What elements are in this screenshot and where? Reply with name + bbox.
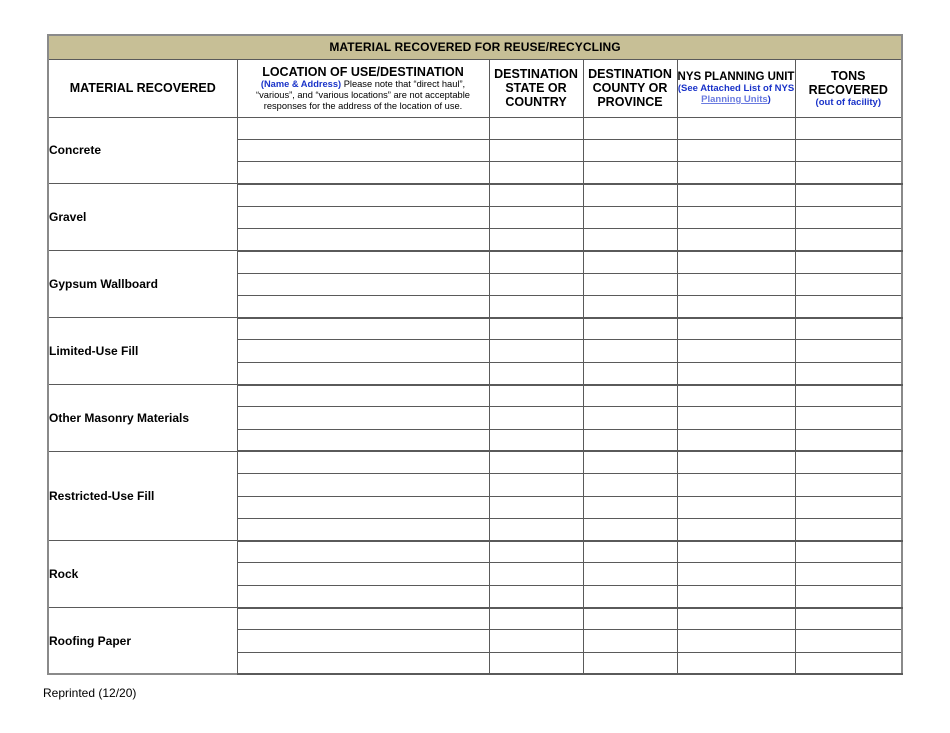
header-material-recovered: MATERIAL RECOVERED bbox=[48, 59, 237, 117]
entry-cell[interactable] bbox=[583, 139, 677, 161]
entry-cell[interactable] bbox=[583, 228, 677, 250]
entry-cell[interactable] bbox=[583, 273, 677, 295]
entry-cell[interactable] bbox=[489, 362, 583, 384]
entry-cell[interactable] bbox=[237, 496, 489, 518]
entry-cell[interactable] bbox=[677, 541, 795, 563]
header-tons-title: TONS RECOVERED bbox=[808, 68, 888, 97]
entry-cell[interactable] bbox=[489, 385, 583, 407]
entry-cell[interactable] bbox=[237, 385, 489, 407]
entry-cell[interactable] bbox=[489, 518, 583, 540]
entry-cell[interactable] bbox=[489, 541, 583, 563]
entry-cell[interactable] bbox=[583, 541, 677, 563]
entry-cell[interactable] bbox=[677, 407, 795, 429]
entry-cell[interactable] bbox=[237, 184, 489, 206]
entry-cell[interactable] bbox=[795, 407, 902, 429]
table-row bbox=[48, 541, 902, 563]
table-row bbox=[48, 184, 902, 206]
header-planning-sub bbox=[678, 83, 795, 105]
entry-cell[interactable] bbox=[677, 630, 795, 652]
entry-cell[interactable] bbox=[677, 608, 795, 630]
entry-cell[interactable] bbox=[677, 295, 795, 317]
planning-units-link[interactable]: Planning Units bbox=[701, 94, 768, 105]
entry-cell[interactable] bbox=[795, 563, 902, 585]
entry-cell[interactable] bbox=[583, 630, 677, 652]
entry-cell[interactable] bbox=[795, 608, 902, 630]
entry-cell[interactable] bbox=[237, 541, 489, 563]
entry-cell[interactable] bbox=[489, 117, 583, 139]
entry-cell[interactable] bbox=[677, 162, 795, 184]
entry-cell[interactable] bbox=[583, 652, 677, 674]
entry-cell[interactable] bbox=[795, 541, 902, 563]
entry-cell[interactable] bbox=[583, 385, 677, 407]
entry-cell[interactable] bbox=[237, 630, 489, 652]
material-label: Other Masonry Materials bbox=[48, 385, 237, 452]
table-row bbox=[48, 318, 902, 340]
entry-cell[interactable] bbox=[583, 518, 677, 540]
entry-cell[interactable] bbox=[677, 362, 795, 384]
material-label: Restricted-Use Fill bbox=[48, 451, 237, 540]
material-label: Roofing Paper bbox=[48, 608, 237, 675]
material-label: Concrete bbox=[48, 117, 237, 184]
entry-cell[interactable] bbox=[489, 585, 583, 607]
entry-cell[interactable] bbox=[583, 295, 677, 317]
entry-cell[interactable] bbox=[489, 184, 583, 206]
entry-cell[interactable] bbox=[237, 228, 489, 250]
entry-cell[interactable] bbox=[237, 451, 489, 473]
entry-cell[interactable] bbox=[795, 295, 902, 317]
entry-cell[interactable] bbox=[677, 496, 795, 518]
entry-cell[interactable] bbox=[677, 273, 795, 295]
table-row bbox=[48, 451, 902, 473]
entry-cell[interactable] bbox=[795, 228, 902, 250]
entry-cell[interactable] bbox=[237, 139, 489, 161]
planning-sub-suffix: ) bbox=[767, 94, 771, 105]
entry-cell[interactable] bbox=[489, 318, 583, 340]
entry-cell[interactable] bbox=[489, 608, 583, 630]
material-label: Limited-Use Fill bbox=[48, 318, 237, 385]
entry-cell[interactable] bbox=[237, 362, 489, 384]
entry-cell[interactable] bbox=[677, 563, 795, 585]
entry-cell[interactable] bbox=[489, 273, 583, 295]
entry-cell[interactable] bbox=[583, 117, 677, 139]
entry-cell[interactable] bbox=[677, 251, 795, 273]
entry-cell[interactable] bbox=[795, 139, 902, 161]
table-row bbox=[48, 251, 902, 273]
entry-cell[interactable] bbox=[677, 139, 795, 161]
entry-cell[interactable] bbox=[489, 407, 583, 429]
entry-cell[interactable] bbox=[489, 340, 583, 362]
entry-cell[interactable] bbox=[489, 652, 583, 674]
entry-cell[interactable] bbox=[677, 117, 795, 139]
entry-cell[interactable] bbox=[583, 496, 677, 518]
entry-cell[interactable] bbox=[583, 563, 677, 585]
entry-cell[interactable] bbox=[489, 474, 583, 496]
entry-cell[interactable] bbox=[237, 273, 489, 295]
entry-cell[interactable] bbox=[237, 340, 489, 362]
entry-cell[interactable] bbox=[237, 162, 489, 184]
entry-cell[interactable] bbox=[677, 518, 795, 540]
entry-cell[interactable] bbox=[237, 652, 489, 674]
header-location-title: LOCATION OF USE/DESTINATION bbox=[262, 64, 464, 79]
material-recovered-table bbox=[47, 34, 903, 675]
entry-cell[interactable] bbox=[489, 206, 583, 228]
header-location-note-emphasis: (Name & Address) bbox=[260, 78, 342, 89]
material-label: Rock bbox=[48, 541, 237, 608]
entry-cell[interactable] bbox=[583, 251, 677, 273]
entry-cell[interactable] bbox=[795, 318, 902, 340]
entry-cell[interactable] bbox=[583, 451, 677, 473]
entry-cell[interactable] bbox=[583, 474, 677, 496]
entry-cell[interactable] bbox=[677, 206, 795, 228]
entry-cell[interactable] bbox=[237, 563, 489, 585]
planning-sub-prefix: (See Attached List of NYS bbox=[677, 83, 795, 94]
entry-cell[interactable] bbox=[237, 206, 489, 228]
header-location-note-text: Please note that “direct haul”, “various”, and “various locations” are not acceptable responses for the address of the location of use. bbox=[256, 78, 470, 111]
entry-cell[interactable] bbox=[237, 608, 489, 630]
entry-cell[interactable] bbox=[795, 117, 902, 139]
entry-cell[interactable] bbox=[489, 162, 583, 184]
entry-cell[interactable] bbox=[795, 162, 902, 184]
entry-cell[interactable] bbox=[677, 340, 795, 362]
entry-cell[interactable] bbox=[583, 206, 677, 228]
entry-cell[interactable] bbox=[489, 429, 583, 451]
entry-cell[interactable] bbox=[795, 518, 902, 540]
entry-cell[interactable] bbox=[795, 362, 902, 384]
entry-cell[interactable] bbox=[795, 251, 902, 273]
entry-cell[interactable] bbox=[795, 184, 902, 206]
entry-cell[interactable] bbox=[489, 295, 583, 317]
header-tons-sub: (out of facility) bbox=[815, 96, 881, 108]
header-destination-state: DESTINATION STATE OR COUNTRY bbox=[489, 59, 583, 117]
entry-cell[interactable] bbox=[237, 117, 489, 139]
entry-cell[interactable] bbox=[677, 184, 795, 206]
entry-cell[interactable] bbox=[489, 563, 583, 585]
header-destination-county: DESTINATION COUNTY OR PROVINCE bbox=[583, 59, 677, 117]
entry-cell[interactable] bbox=[583, 429, 677, 451]
entry-cell[interactable] bbox=[489, 451, 583, 473]
entry-cell[interactable] bbox=[489, 251, 583, 273]
entry-cell[interactable] bbox=[237, 407, 489, 429]
entry-cell[interactable] bbox=[583, 407, 677, 429]
header-location-note bbox=[238, 79, 489, 112]
entry-cell[interactable] bbox=[237, 429, 489, 451]
entry-cell[interactable] bbox=[237, 318, 489, 340]
entry-cell[interactable] bbox=[795, 429, 902, 451]
material-label: Gravel bbox=[48, 184, 237, 251]
entry-cell[interactable] bbox=[583, 608, 677, 630]
entry-cell[interactable] bbox=[677, 585, 795, 607]
form-title: MATERIAL RECOVERED FOR REUSE/RECYCLING bbox=[48, 35, 902, 59]
entry-cell[interactable] bbox=[677, 385, 795, 407]
entry-cell[interactable] bbox=[237, 518, 489, 540]
entry-cell[interactable] bbox=[237, 295, 489, 317]
entry-cell[interactable] bbox=[677, 652, 795, 674]
entry-cell[interactable] bbox=[677, 318, 795, 340]
header-tons-recovered bbox=[795, 59, 902, 117]
material-label: Gypsum Wallboard bbox=[48, 251, 237, 318]
entry-cell[interactable] bbox=[237, 474, 489, 496]
entry-cell[interactable] bbox=[583, 184, 677, 206]
entry-cell[interactable] bbox=[795, 496, 902, 518]
form-body bbox=[48, 117, 902, 674]
header-planning-title: NYS PLANNING UNIT bbox=[677, 71, 795, 83]
entry-cell[interactable] bbox=[237, 585, 489, 607]
entry-cell[interactable] bbox=[583, 362, 677, 384]
entry-cell[interactable] bbox=[489, 496, 583, 518]
entry-cell[interactable] bbox=[677, 429, 795, 451]
table-row bbox=[48, 385, 902, 407]
reprint-note: Reprinted (12/20) bbox=[43, 686, 137, 700]
entry-cell[interactable] bbox=[489, 630, 583, 652]
entry-cell[interactable] bbox=[489, 228, 583, 250]
entry-cell[interactable] bbox=[795, 385, 902, 407]
entry-cell[interactable] bbox=[795, 273, 902, 295]
table-row bbox=[48, 117, 902, 139]
entry-cell[interactable] bbox=[677, 451, 795, 473]
entry-cell[interactable] bbox=[795, 652, 902, 674]
header-location bbox=[237, 59, 489, 117]
entry-cell[interactable] bbox=[795, 585, 902, 607]
entry-cell[interactable] bbox=[677, 474, 795, 496]
entry-cell[interactable] bbox=[237, 251, 489, 273]
entry-cell[interactable] bbox=[583, 318, 677, 340]
table-row bbox=[48, 608, 902, 630]
entry-cell[interactable] bbox=[795, 630, 902, 652]
entry-cell[interactable] bbox=[795, 451, 902, 473]
entry-cell[interactable] bbox=[489, 139, 583, 161]
entry-cell[interactable] bbox=[583, 585, 677, 607]
entry-cell[interactable] bbox=[583, 340, 677, 362]
entry-cell[interactable] bbox=[677, 228, 795, 250]
entry-cell[interactable] bbox=[795, 206, 902, 228]
entry-cell[interactable] bbox=[583, 162, 677, 184]
entry-cell[interactable] bbox=[795, 340, 902, 362]
header-nys-planning-unit bbox=[677, 59, 795, 117]
entry-cell[interactable] bbox=[795, 474, 902, 496]
